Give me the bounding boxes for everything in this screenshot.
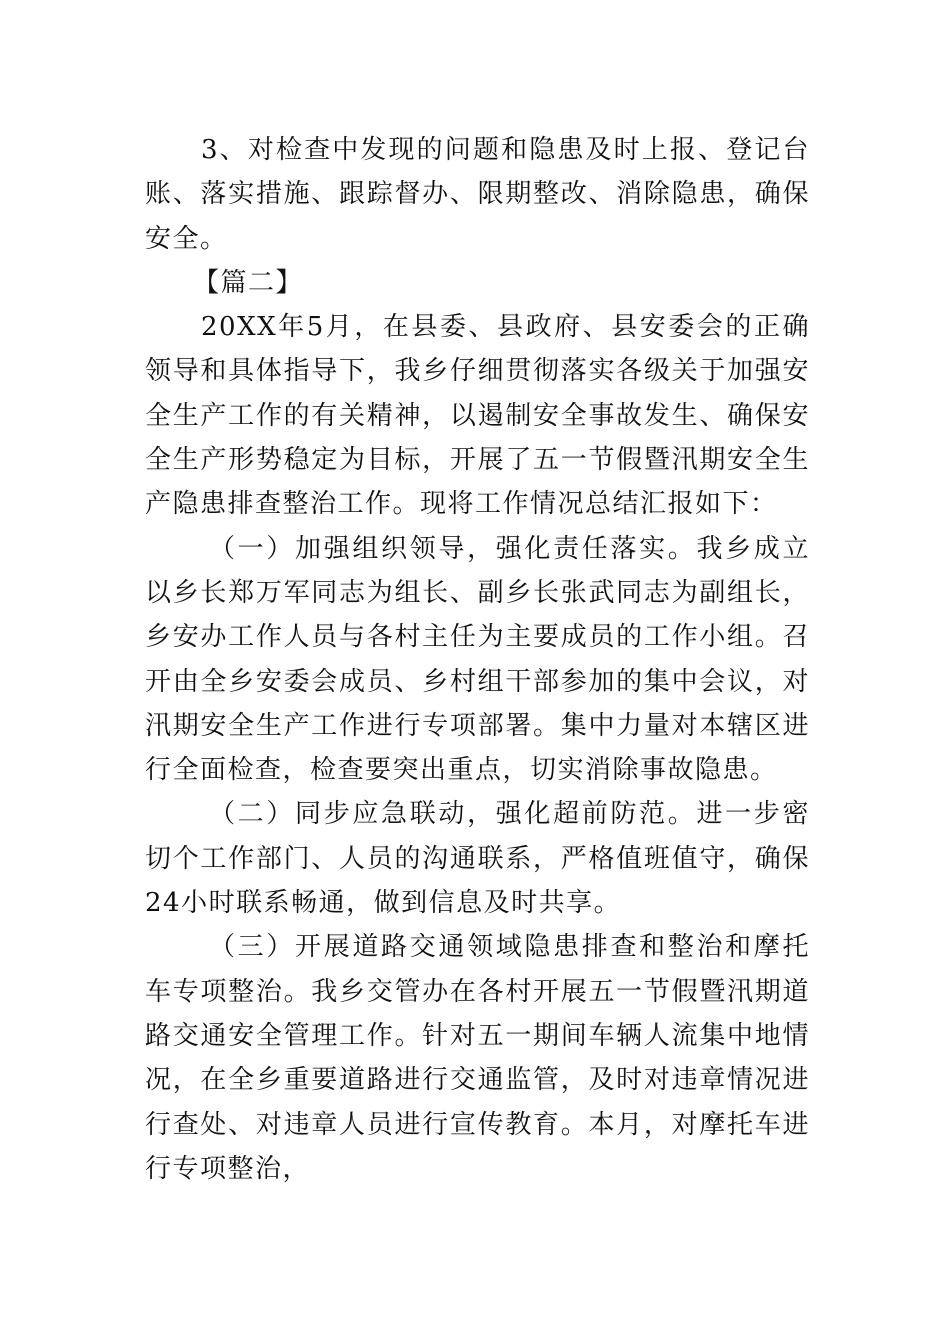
paragraph-part-2: （二）同步应急联动，强化超前防范。进一步密切个工作部门、人员的沟通联系，严格值班值守，确保24小时联系畅通，做到信息及时共享。 [145,799,810,919]
document-body [145,128,810,1191]
section-heading: 【篇二】 [193,267,304,298]
paragraph-part-3: （三）开展道路交通领域隐患排查和整治和摩托车专项整治。我乡交管办在各村开展五一节假暨汛期道路交通安全管理工作。针对五一期间车辆人流集中地情况，在全乡重要道路进行交通监管，及时对违章情况进行查处、对违章人员进行宣传教育。本月，对摩托车进行专项整治， [145,932,810,1184]
paragraph-item-3: 3、对检查中发现的问题和隐患及时上报、登记台账、落实措施、跟踪督办、限期整改、消除隐患，确保安全。 [145,135,810,254]
paragraph-part-1: （一）加强组织领导，强化责任落实。我乡成立以乡长郑万军同志为组长、副乡长张武同志为副组长，乡安办工作人员与各村主任为主要成员的工作小组。召开由全乡安委会成员、乡村组干部参加的集中会议，对汛期安全生产工作进行专项部署。集中力量对本辖区进行全面检查，检查要突出重点，切实消除事故隐患。 [145,533,810,786]
paragraph-intro: 20XX年5月，在县委、县政府、县安委会的正确领导和具体指导下，我乡仔细贯彻落实各级关于加强安全生产工作的有关精神，以遏制安全事故发生、确保安全生产形势稳定为目标，开展了五一节假暨汛期安全生产隐患排查整治工作。现将工作情况总结汇报如下： [145,312,810,520]
